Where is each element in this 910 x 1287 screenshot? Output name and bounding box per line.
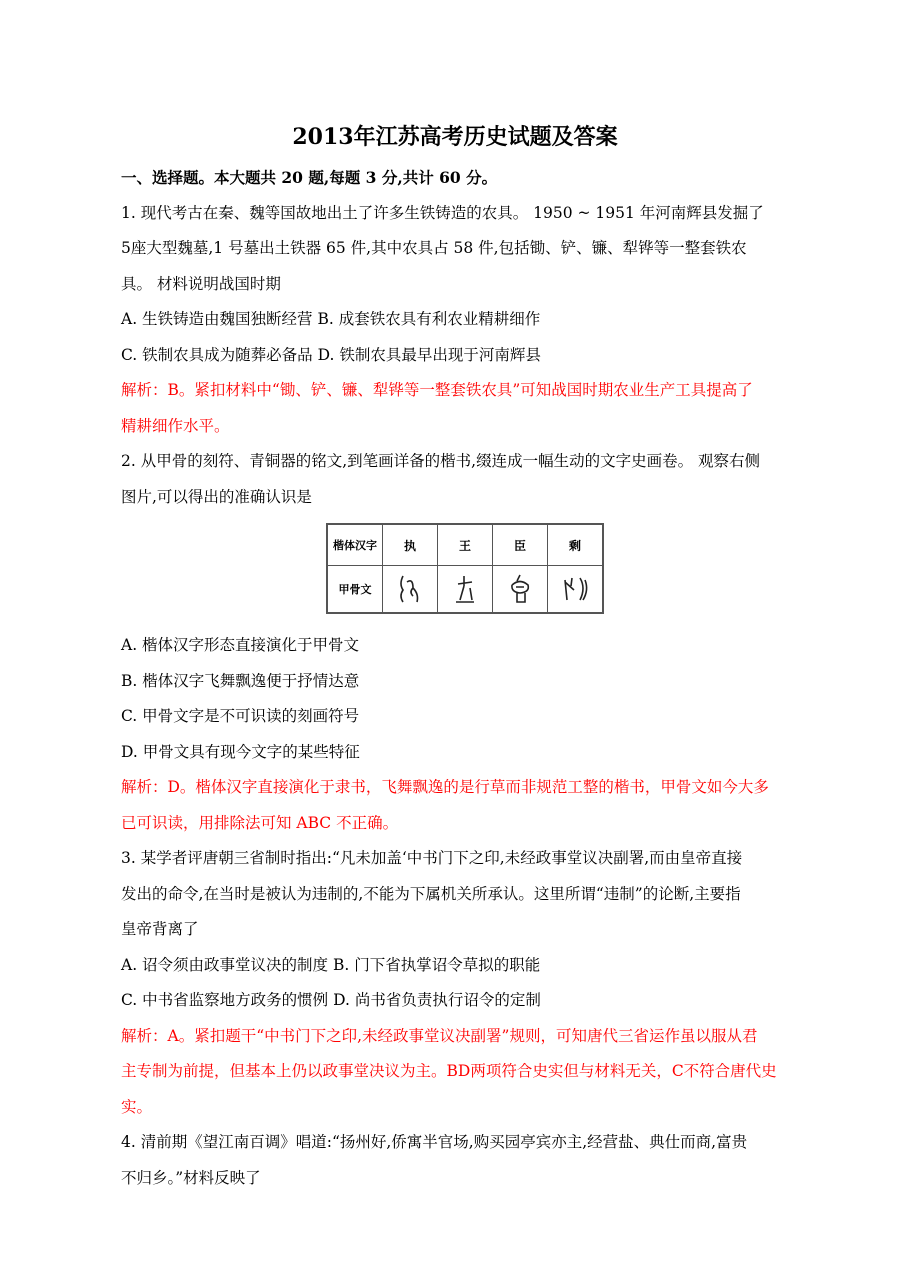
q2-option-c: C. 甲骨文字是不可识读的刻画符号 bbox=[121, 707, 360, 725]
q1-answer: 精耕细作水平。 bbox=[121, 416, 230, 435]
question-1 bbox=[121, 196, 801, 445]
q1-options: C. 铁制农具成为随葬必备品 D. 铁制农具最早出现于河南辉县 bbox=[121, 345, 541, 364]
question-4 bbox=[121, 1125, 801, 1196]
oracle-glyph-chen bbox=[493, 566, 548, 614]
q3-answer: 主专制为前提，但基本上仍以政事堂决议为主。BD两项符合史实但与材料无关，C不符合唐代史 bbox=[121, 1062, 777, 1080]
oracle-glyph-wang bbox=[438, 566, 493, 614]
q3-stem-line: 3. 某学者评唐朝三省制时指出:“凡未加盖‘中书门下之印,未经政事堂议决副署,而由皇帝直接 bbox=[121, 849, 743, 867]
q3-options: A. 诏令须由政事堂议决的制度 B. 门下省执掌诏令草拟的职能 bbox=[121, 955, 541, 974]
document-body bbox=[121, 160, 801, 1196]
q2-stem-line: 图片,可以得出的准确认识是 bbox=[121, 487, 312, 506]
oracle-glyph-zhi bbox=[383, 566, 438, 614]
q1-answer: 解析：B。紧扣材料中“锄、铲、镰、犁铧等一整套铁农具”可知战国时期农业生产工具提高了 bbox=[121, 381, 753, 399]
q1-stem-line: 5座大型魏墓,1 号墓出土铁器 65 件,其中农具占 58 件,包括锄、铲、镰、犁铧等一整套铁农 bbox=[121, 239, 747, 257]
character-comparison-table bbox=[326, 523, 604, 614]
row-label-oracle-bone: 甲骨文 bbox=[327, 566, 383, 614]
q2-option-a: A. 楷体汉字形态直接演化于甲骨文 bbox=[121, 636, 360, 654]
kaishu-char: 剩 bbox=[548, 524, 604, 566]
q1-options: A. 生铁铸造由魏国独断经营 B. 成套铁农具有利农业精耕细作 bbox=[121, 310, 541, 328]
kaishu-char: 王 bbox=[438, 524, 493, 566]
q2-answer: 解析：D。楷体汉字直接演化于隶书，飞舞飘逸的是行草而非规范工整的楷书，甲骨文如今大多 bbox=[121, 778, 769, 796]
q3-stem-line: 发出的命令,在当时是被认为违制的,不能为下属机关所承认。这里所谓“违制”的论断,主要指 bbox=[121, 884, 741, 903]
question-3 bbox=[121, 841, 801, 1125]
section-heading: 一、选择题。本大题共 20 题,每题 3 分,共计 60 分。 bbox=[121, 168, 498, 187]
q2-stem-line: 2. 从甲骨的刻符、青铜器的铭文,到笔画详备的楷书,缀连成一幅生动的文字史画卷。 观察右侧 bbox=[121, 452, 760, 470]
q4-stem-line: 不归乡。”材料反映了 bbox=[121, 1168, 261, 1187]
document-title: 2013年江苏高考历史试题及答案 bbox=[292, 124, 618, 150]
q2-option-d: D. 甲骨文具有现今文字的某些特征 bbox=[121, 742, 360, 761]
q1-stem-line: 具。 材料说明战国时期 bbox=[121, 274, 281, 293]
kaishu-char: 执 bbox=[383, 524, 438, 566]
q4-stem-line: 4. 清前期《望江南百调》唱道:“扬州好,侨寓半官场,购买园亭宾亦主,经营盐、典仕而商,富贵 bbox=[121, 1133, 748, 1151]
row-label-kaishu: 楷体汉字 bbox=[327, 524, 383, 566]
q3-options: C. 中书省监察地方政务的惯例 D. 尚书省负责执行诏令的定制 bbox=[121, 991, 541, 1009]
q3-answer: 实。 bbox=[121, 1097, 153, 1116]
q3-stem-line: 皇帝背离了 bbox=[121, 920, 199, 938]
question-2 bbox=[121, 444, 801, 841]
q2-option-b: B. 楷体汉字飞舞飘逸便于抒情达意 bbox=[121, 671, 360, 690]
q1-stem-line: 1. 现代考古在秦、魏等国故地出土了许多生铁铸造的农具。 1950 ~ 1951 年河南辉县发掘了 bbox=[121, 203, 764, 222]
q2-answer: 已可识读，用排除法可知 ABC 不正确。 bbox=[121, 813, 399, 832]
kaishu-char: 臣 bbox=[493, 524, 548, 566]
q3-answer: 解析：A。紧扣题干“中书门下之印,未经政事堂议决副署”规则，可知唐代三省运作虽以服从君 bbox=[121, 1026, 758, 1045]
oracle-glyph-sheng bbox=[548, 566, 604, 614]
